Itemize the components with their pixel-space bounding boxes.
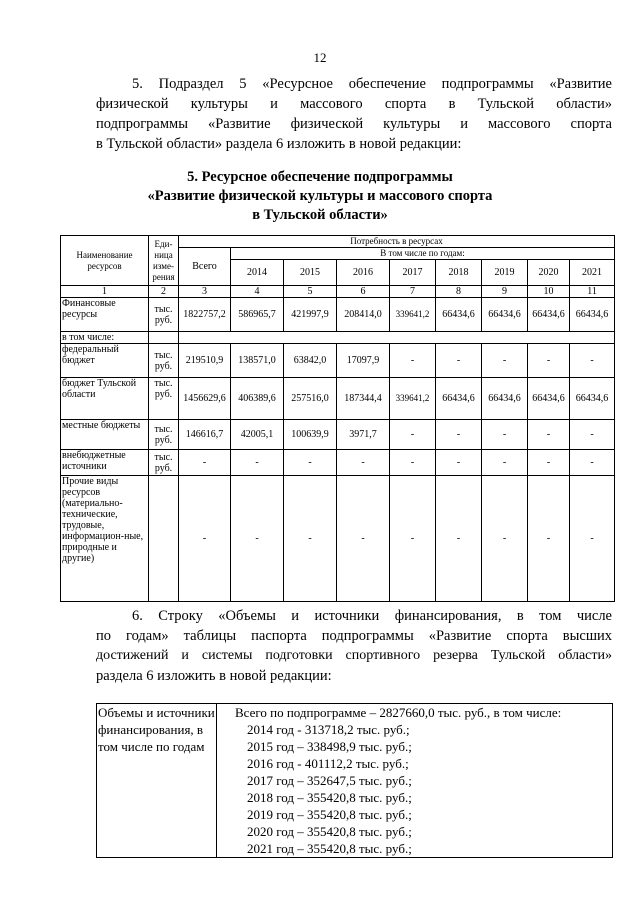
row-value: - <box>436 420 482 450</box>
row-value: 187344,4 <box>337 378 390 420</box>
row-value: - <box>390 450 436 476</box>
finance-year: 2019 год – 355420,8 тыс. руб.; <box>247 807 412 822</box>
empty-cell <box>179 332 615 344</box>
col-need-header: Потребность в ресурсах <box>179 236 615 248</box>
row-value: 138571,0 <box>231 344 284 378</box>
row-unit: тыс. руб. <box>149 420 179 450</box>
row-unit: тыс. руб. <box>149 378 179 420</box>
row-value: - <box>528 476 570 602</box>
row-value: 421997,9 <box>284 298 337 332</box>
finance-table <box>96 703 613 858</box>
finance-year: 2015 год – 338498,9 тыс. руб.; <box>247 739 412 754</box>
col-number: 6 <box>337 286 390 298</box>
row-value: 66434,6 <box>528 298 570 332</box>
row-value: - <box>482 476 528 602</box>
row-value: 63842,0 <box>284 344 337 378</box>
table-row <box>61 450 615 476</box>
para-line: по годам» таблицы паспорта подпрограммы «Развитие спорта высших <box>96 628 612 644</box>
row-unit: тыс. руб. <box>149 298 179 332</box>
row-value: - <box>436 344 482 378</box>
row-value: - <box>284 476 337 602</box>
col-number: 3 <box>179 286 231 298</box>
row-value: 586965,7 <box>231 298 284 332</box>
row-total: 1456629,6 <box>179 378 231 420</box>
row-value: - <box>570 450 615 476</box>
row-unit: тыс. руб. <box>149 344 179 378</box>
year-cell: 2019 <box>482 260 528 286</box>
col-number: 9 <box>482 286 528 298</box>
heading-line: 5. Ресурсное обеспечение подпрограммы <box>187 169 453 185</box>
col-total-header: Всего <box>179 248 231 286</box>
year-cell: 2016 <box>337 260 390 286</box>
row-value: 406389,6 <box>231 378 284 420</box>
year-cell: 2020 <box>528 260 570 286</box>
col-number: 5 <box>284 286 337 298</box>
row-unit: тыс. руб. <box>149 450 179 476</box>
row-value: 66434,6 <box>436 378 482 420</box>
row-value: - <box>436 476 482 602</box>
finance-total: Всего по подпрограмме – 2827660,0 тыс. руб., в том числе: <box>235 705 562 720</box>
col-number: 4 <box>231 286 284 298</box>
empty-cell <box>149 332 179 344</box>
row-label: федеральный бюджет <box>61 344 149 378</box>
row-total: 1822757,2 <box>179 298 231 332</box>
row-total: 219510,9 <box>179 344 231 378</box>
row-value: - <box>482 450 528 476</box>
finance-year: 2016 год - 401112,2 тыс. руб.; <box>247 756 409 771</box>
table-row <box>61 344 615 378</box>
row-value: - <box>337 476 390 602</box>
col-number: 7 <box>390 286 436 298</box>
table-row <box>61 332 615 344</box>
row-value: - <box>390 476 436 602</box>
para-line: физической культуры и массового спорта в Тульской области» <box>96 96 612 112</box>
para-line: достижений и системы подготовки спортивного резерва Тульской области» <box>96 648 612 663</box>
row-value: 66434,6 <box>482 378 528 420</box>
row-value: 208414,0 <box>337 298 390 332</box>
year-cell: 2015 <box>284 260 337 286</box>
row-value: 66434,6 <box>528 378 570 420</box>
table-row <box>61 378 615 420</box>
resource-table <box>60 235 615 602</box>
finance-label: Объемы и источники финансирования, в том числе по годам <box>97 704 217 858</box>
row-value: - <box>528 420 570 450</box>
row-value: - <box>390 344 436 378</box>
row-value: - <box>337 450 390 476</box>
row-value: - <box>436 450 482 476</box>
row-total: - <box>179 450 231 476</box>
row-value: - <box>570 476 615 602</box>
finance-year: 2018 год – 355420,8 тыс. руб.; <box>247 790 412 805</box>
finance-year: 2017 год – 352647,5 тыс. руб.; <box>247 773 412 788</box>
row-value: 100639,9 <box>284 420 337 450</box>
row-value: - <box>528 450 570 476</box>
finance-values <box>217 704 613 858</box>
col-years-header: В том числе по годам: <box>231 248 615 260</box>
row-value: 3971,7 <box>337 420 390 450</box>
year-cell: 2018 <box>436 260 482 286</box>
row-value: - <box>482 344 528 378</box>
row-total: - <box>179 476 231 602</box>
para-line: раздела 6 изложить в новой редакции: <box>96 668 332 684</box>
finance-year: 2020 год – 355420,8 тыс. руб.; <box>247 824 412 839</box>
row-value: 17097,9 <box>337 344 390 378</box>
year-cell: 2021 <box>570 260 615 286</box>
row-value: - <box>231 476 284 602</box>
row-label: бюджет Тульской области <box>61 378 149 420</box>
section-heading <box>0 168 640 225</box>
para-line: 5. Подраздел 5 «Ресурсное обеспечение подпрограммы «Развитие <box>132 76 612 92</box>
year-cell: 2017 <box>390 260 436 286</box>
para-line: 6. Строку «Объемы и источники финансирования, в том числе <box>132 608 612 624</box>
row-value: 66434,6 <box>436 298 482 332</box>
row-value: - <box>528 344 570 378</box>
header-row <box>61 236 615 248</box>
row-value: - <box>570 420 615 450</box>
row-value: - <box>482 420 528 450</box>
row-value: - <box>570 344 615 378</box>
column-numbers-row <box>61 286 615 298</box>
col-number: 8 <box>436 286 482 298</box>
heading-line: в Тульской области» <box>252 207 388 223</box>
para-line: подпрограммы «Развитие физической культуры и массового спорта <box>96 116 612 132</box>
col-number: 2 <box>149 286 179 298</box>
row-label: в том числе: <box>61 332 149 344</box>
row-value: 66434,6 <box>570 298 615 332</box>
col-unit-header: Еди- ница изме- рения <box>149 236 179 286</box>
page-number: 12 <box>313 50 327 65</box>
row-value: - <box>231 450 284 476</box>
section5-paragraph <box>96 74 612 154</box>
row-value: 66434,6 <box>482 298 528 332</box>
row-value: 257516,0 <box>284 378 337 420</box>
col-name-header: Наименование ресурсов <box>61 236 149 286</box>
row-value: - <box>284 450 337 476</box>
col-number: 10 <box>528 286 570 298</box>
para-line: в Тульской области» раздела 6 изложить в новой редакции: <box>96 136 462 152</box>
row-value: 66434,6 <box>570 378 615 420</box>
row-unit <box>149 476 179 602</box>
col-number: 1 <box>61 286 149 298</box>
table-row <box>97 704 613 858</box>
heading-line: «Развитие физической культуры и массового спорта <box>147 188 493 204</box>
col-number: 11 <box>570 286 615 298</box>
row-value: 339641,2 <box>390 298 436 332</box>
table-row <box>61 420 615 450</box>
year-cell: 2014 <box>231 260 284 286</box>
row-value: 42005,1 <box>231 420 284 450</box>
row-label: Прочие виды ресурсов (материально-технические, трудовые, информацион-ные, природные и другие) <box>61 476 149 602</box>
row-value: 339641,2 <box>390 378 436 420</box>
row-total: 146616,7 <box>179 420 231 450</box>
row-label: внебюджетные источники <box>61 450 149 476</box>
table-row <box>61 476 615 602</box>
row-label: местные бюджеты <box>61 420 149 450</box>
row-value: - <box>390 420 436 450</box>
finance-year: 2014 год - 313718,2 тыс. руб.; <box>247 722 410 737</box>
finance-year: 2021 год – 355420,8 тыс. руб.; <box>247 841 412 856</box>
table-row <box>61 298 615 332</box>
section6-paragraph <box>96 606 612 686</box>
row-label: Финансовые ресурсы <box>61 298 149 332</box>
